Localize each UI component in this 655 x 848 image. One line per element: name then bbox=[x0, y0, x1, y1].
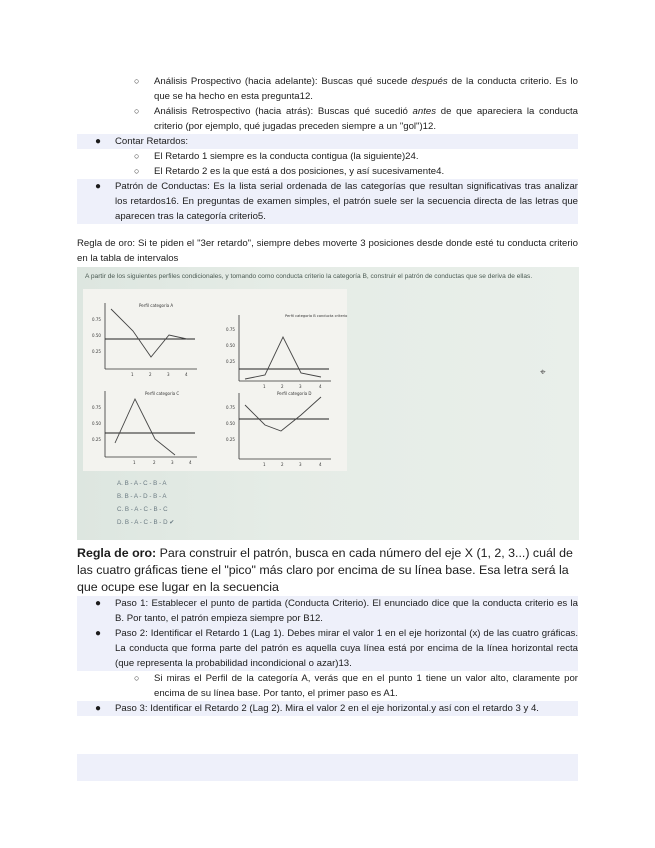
list-item: ○ Análisis Prospectivo (hacia adelante): Buscas qué sucede después de la conducta criterio. Es lo que se ha hecho en esta pregunta12. bbox=[134, 76, 579, 102]
y-tick-label: 0.25 bbox=[92, 437, 101, 442]
y-tick-label: 0.75 bbox=[92, 405, 101, 410]
y-tick-label: 0.25 bbox=[226, 437, 235, 442]
graph-profile-b bbox=[225, 311, 348, 391]
golden-rule-pattern: Regla de oro: Para construir el patrón, busca en cada número del eje X (1, 2, 3...) cuál de las cuatro gráficas tiene el "pico" más claro por encima de su línea base. Esa letra será la que ocupe ese lugar en la secuencia bbox=[77, 546, 573, 594]
graph-profile-a bbox=[91, 299, 203, 379]
y-tick-label: 0.50 bbox=[92, 421, 101, 426]
y-tick-label: 0.50 bbox=[92, 333, 101, 338]
answer-option-c: C. B - A - C - B - C bbox=[117, 506, 168, 513]
y-tick-label: 0.25 bbox=[226, 359, 235, 364]
graph-profile-c bbox=[91, 387, 203, 467]
list-item: ○ El Retardo 1 siempre es la conducta contigua (la siguiente)24. bbox=[134, 151, 419, 162]
golden-rule-note: Regla de oro: Si te piden el "3er retardo", siempre debes moverte 3 posiciones desde donde esté tu conducta criterio en la tabla de intervalos bbox=[77, 238, 578, 264]
x-tick-label: 4 bbox=[319, 462, 322, 467]
exam-question-photo bbox=[77, 267, 579, 540]
mouse-cursor-icon: ⌖ bbox=[540, 367, 546, 378]
x-tick-label: 1 bbox=[263, 462, 266, 467]
list-item: ○ Análisis Retrospectivo (hacia atrás): Buscas qué sucedió antes de que apareciera la conducta criterio (por ejemplo, qué jugadas preceden siempre a un "gol")12. bbox=[134, 106, 578, 132]
graph-title: Perfil categoría D bbox=[277, 391, 312, 396]
photo-caption: A partir de los siguientes perfiles condicionales, y tomando como conducta criterio la categoría B, construir el patrón de conductas que se deriva de ellas. bbox=[85, 273, 533, 280]
x-tick-label: 2 bbox=[281, 462, 284, 467]
x-tick-label: 2 bbox=[149, 372, 152, 377]
conditional-profile-graphs bbox=[83, 289, 347, 471]
bullet-icon: ● bbox=[95, 628, 102, 639]
x-tick-label: 2 bbox=[281, 384, 284, 389]
circle-bullet-icon: ○ bbox=[134, 106, 140, 116]
answer-option-b: B. B - A - D - B - A bbox=[117, 493, 167, 500]
x-tick-label: 3 bbox=[299, 384, 302, 389]
x-tick-label: 3 bbox=[167, 372, 170, 377]
circle-bullet-icon: ○ bbox=[134, 151, 140, 161]
list-item: ● Paso 1: Establecer el punto de partida (Conducta Criterio). El enunciado dice que la conducta criterio es la B. Por tanto, el patrón empieza siempre por B12. bbox=[77, 596, 578, 626]
bullet-icon: ● bbox=[95, 136, 102, 147]
list-item: ● Paso 2: Identificar el Retardo 1 (Lag 1). Debes mirar el valor 1 en el eje horizontal (x) de las cuatro gráficas. La conducta que forma parte del patrón es aquella cuya línea está por encima de la línea horizontal recta (que representa la probabilidad incondicional o azar)13. bbox=[77, 626, 578, 671]
steps-list bbox=[77, 596, 578, 716]
list-item: ○ El Retardo 2 es la que está a dos posiciones, y así sucesivamente4. bbox=[134, 166, 445, 177]
x-tick-label: 4 bbox=[319, 384, 322, 389]
y-tick-label: 0.25 bbox=[92, 349, 101, 354]
circle-bullet-icon: ○ bbox=[134, 166, 140, 176]
x-tick-label: 4 bbox=[185, 372, 188, 377]
y-tick-label: 0.75 bbox=[92, 317, 101, 322]
answer-options bbox=[117, 480, 174, 532]
y-tick-label: 0.75 bbox=[226, 327, 235, 332]
x-tick-label: 2 bbox=[153, 460, 156, 465]
empty-highlight-block bbox=[77, 754, 578, 781]
circle-bullet-icon: ○ bbox=[134, 76, 140, 86]
y-tick-label: 0.50 bbox=[226, 421, 235, 426]
y-tick-label: 0.50 bbox=[226, 343, 235, 348]
list-item: ● Patrón de Conductas: Es la lista serial ordenada de las categorías que resultan significativas tras analizar los retardos16. En preguntas de examen simples, el patrón suele ser la secuencia directa de las letras que aparecen tras la categoría criterio5. bbox=[77, 179, 578, 224]
answer-option-a: A. B - A - C - B - A bbox=[117, 480, 167, 487]
graph-title: Perfil categoría A bbox=[139, 303, 174, 308]
x-tick-label: 1 bbox=[133, 460, 136, 465]
list-item: ○ Si miras el Perfil de la categoría A, verás que en el punto 1 tiene un valor alto, claramente por encima de su línea base. Por tanto, el primer paso es A1. bbox=[134, 673, 578, 699]
bullet-icon: ● bbox=[95, 598, 102, 609]
x-tick-label: 1 bbox=[263, 384, 266, 389]
y-tick-label: 0.75 bbox=[226, 405, 235, 410]
circle-bullet-icon: ○ bbox=[134, 673, 140, 683]
graph-profile-d bbox=[225, 389, 337, 469]
x-tick-label: 3 bbox=[299, 462, 302, 467]
answer-option-d: D. B - A - C - B - D ✔ bbox=[117, 519, 175, 526]
x-tick-label: 3 bbox=[171, 460, 174, 465]
graph-title: Perfil categoría B conducta criterio bbox=[285, 314, 348, 318]
list-item: ● Paso 3: Identificar el Retardo 2 (Lag 2). Mira el valor 2 en el eje horizontal.y así con el retardo 3 y 4. bbox=[77, 701, 578, 716]
bullet-icon: ● bbox=[95, 703, 102, 714]
graph-title: Perfil categoría C bbox=[145, 391, 180, 396]
x-tick-label: 1 bbox=[131, 372, 134, 377]
list-item: ● Contar Retardos: bbox=[77, 134, 578, 149]
bullet-icon: ● bbox=[95, 181, 102, 192]
explanation-list bbox=[77, 74, 578, 224]
x-tick-label: 4 bbox=[189, 460, 192, 465]
